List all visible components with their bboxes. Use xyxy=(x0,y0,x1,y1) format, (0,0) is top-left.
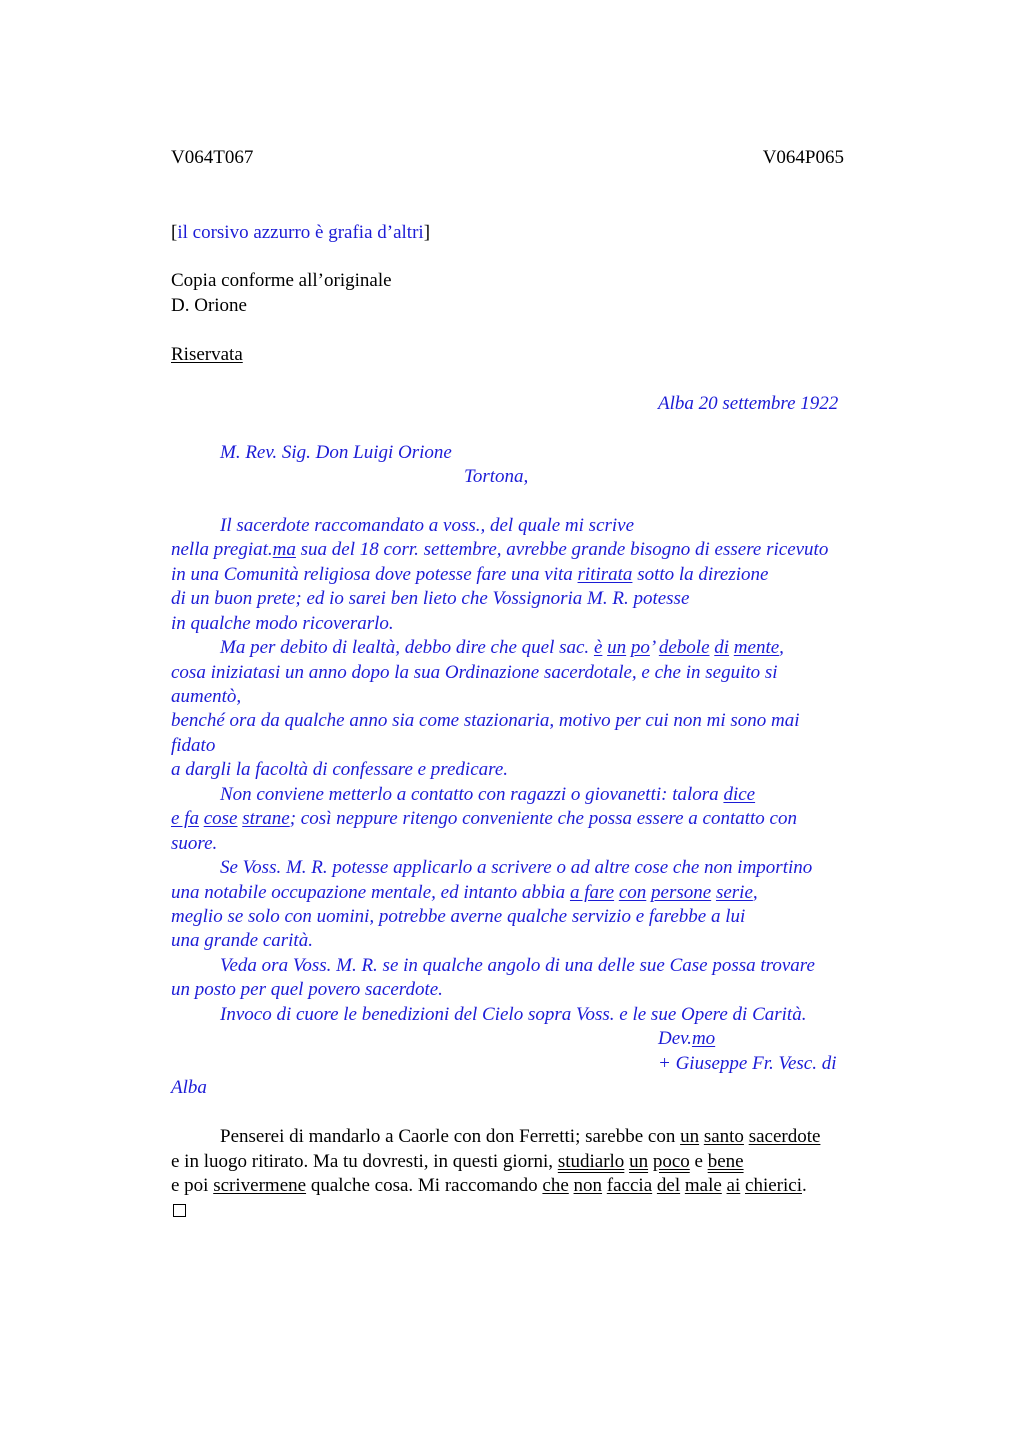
letter-line: Veda ora Voss. M. R. se in qualche angolo di una delle sue Case possa trovare xyxy=(220,955,815,976)
text-segment: qualche cosa. Mi raccomando xyxy=(306,1175,543,1196)
note-line xyxy=(171,1150,744,1174)
text-segment: di xyxy=(714,637,730,658)
text-segment: bene xyxy=(707,1151,744,1172)
certification-signature: D. Orione xyxy=(171,295,247,316)
bracket-open: [ xyxy=(171,222,178,243)
letter-recipient: M. Rev. Sig. Don Luigi Orione xyxy=(220,442,452,463)
text-segment: po xyxy=(630,637,650,658)
text-segment: un xyxy=(607,637,627,658)
text-segment: poco xyxy=(652,1151,690,1172)
text-segment: faccia xyxy=(606,1175,653,1196)
legend-note xyxy=(171,221,430,245)
text-segment: e fa xyxy=(171,808,199,829)
letter-line: cosa iniziatasi un anno dopo la sua Ordinazione sacerdotale, e che in seguito si xyxy=(171,662,778,683)
letter-line: Se Voss. M. R. potesse applicarlo a scrivere o ad altre cose che non importino xyxy=(220,857,813,878)
letter-date: Alba 20 settembre 1922 xyxy=(658,393,839,414)
letter-line: a dargli la facoltà di confessare e predicare. xyxy=(171,759,509,780)
text-segment: . xyxy=(801,1175,807,1196)
text-segment: mo xyxy=(691,1028,716,1049)
text-segment: ; così neppure ritengo conveniente che possa essere a contatto con xyxy=(289,808,797,829)
note-line xyxy=(171,1174,807,1198)
text-segment: del xyxy=(656,1175,681,1196)
end-mark xyxy=(173,1200,186,1224)
text-segment: debole xyxy=(658,637,710,658)
text-segment: ma xyxy=(272,539,296,560)
text-segment: mente xyxy=(733,637,780,658)
letter-line: Il sacerdote raccomandato a voss., del quale mi scrive xyxy=(220,515,635,536)
text-segment: Ma per debito di lealtà, debbo dire che quel sac. xyxy=(220,637,594,658)
letter-recipient-city: Tortona, xyxy=(464,466,529,487)
text-segment: Non conviene metterlo a contatto con ragazzi o giovanetti: talora xyxy=(220,784,724,805)
text-segment: scrivermene xyxy=(213,1175,307,1196)
text-segment: strane xyxy=(242,808,290,829)
text-segment: e in luogo ritirato. Ma tu dovresti, in questi giorni, xyxy=(171,1151,558,1172)
letter-line: in qualche modo ricoverarlo. xyxy=(171,613,394,634)
letter-line: fidato xyxy=(171,735,216,756)
letter-line: aumentò, xyxy=(171,686,242,707)
text-segment: Dev. xyxy=(658,1028,692,1049)
text-segment: ai xyxy=(726,1175,741,1196)
note-line xyxy=(171,1125,820,1149)
letter-line: meglio se solo con uomini, potrebbe averne qualche servizio e farebbe a lui xyxy=(171,906,746,927)
text-segment: santo xyxy=(703,1126,744,1147)
text-segment: dice xyxy=(723,784,756,805)
text-segment: con xyxy=(618,882,647,903)
empty-square-icon xyxy=(173,1204,186,1217)
letter-closing xyxy=(658,1027,715,1051)
letter-line xyxy=(171,538,828,562)
text-segment: una notabile occupazione mentale, ed intanto abbia xyxy=(171,882,570,903)
letter-line xyxy=(171,783,755,807)
text-segment: e xyxy=(689,1151,708,1172)
letter-line: un posto per quel povero sacerdote. xyxy=(171,979,443,1000)
text-segment: non xyxy=(573,1175,603,1196)
text-segment: è xyxy=(593,637,603,658)
text-segment: serie xyxy=(715,882,753,903)
text-segment: persone xyxy=(651,882,712,903)
letter-signature: + Giuseppe Fr. Vesc. di xyxy=(658,1053,837,1074)
text-segment: a fare xyxy=(569,882,615,903)
text-segment: che xyxy=(542,1175,569,1196)
certification-line: Copia conforme all’originale xyxy=(171,270,392,291)
text-segment: sua del 18 corr. settembre, avrebbe grande bisogno di essere ricevuto xyxy=(295,539,829,560)
text-segment: , xyxy=(752,882,758,903)
text-segment: cose xyxy=(203,808,238,829)
bracket-close: ] xyxy=(423,222,431,243)
text-segment: un xyxy=(629,1151,649,1172)
text-segment: un xyxy=(680,1126,700,1147)
text-segment: ’ xyxy=(649,637,655,658)
letter-line xyxy=(171,563,768,587)
text-segment: Penserei di mandarlo a Caorle con don Ferretti; sarebbe con xyxy=(220,1126,681,1147)
letter-line: benché ora da qualche anno sia come stazionaria, motivo per cui non mi sono mai xyxy=(171,710,800,731)
text-segment: nella pregiat. xyxy=(171,539,273,560)
letter-signature-place: Alba xyxy=(171,1077,207,1098)
letter-line xyxy=(171,881,758,905)
legend-text: il corsivo azzurro è grafia d’altri xyxy=(177,222,424,243)
letter-line: di un buon prete; ed io sarei ben lieto che Vossignoria M. R. potesse xyxy=(171,588,690,609)
text-segment: sotto la direzione xyxy=(632,564,769,585)
text-segment: male xyxy=(684,1175,722,1196)
document-code-right: V064P065 xyxy=(762,147,844,168)
text-segment: sacerdote xyxy=(748,1126,821,1147)
text-segment: studiarlo xyxy=(557,1151,625,1172)
classification-label: Riservata xyxy=(171,344,243,365)
text-segment: chierici xyxy=(745,1175,802,1196)
letter-line xyxy=(171,807,797,831)
text-segment: ritirata xyxy=(577,564,633,585)
letter-line: suore. xyxy=(171,833,218,854)
text-segment: e poi xyxy=(171,1175,214,1196)
letter-line: una grande carità. xyxy=(171,930,313,951)
text-segment: , xyxy=(779,637,784,658)
letter-line xyxy=(171,636,784,660)
text-segment: in una Comunità religiosa dove potesse fare una vita xyxy=(171,564,578,585)
document-code-left: V064T067 xyxy=(171,147,254,168)
letter-line: Invoco di cuore le benedizioni del Cielo sopra Voss. e le sue Opere di Carità. xyxy=(220,1004,807,1025)
